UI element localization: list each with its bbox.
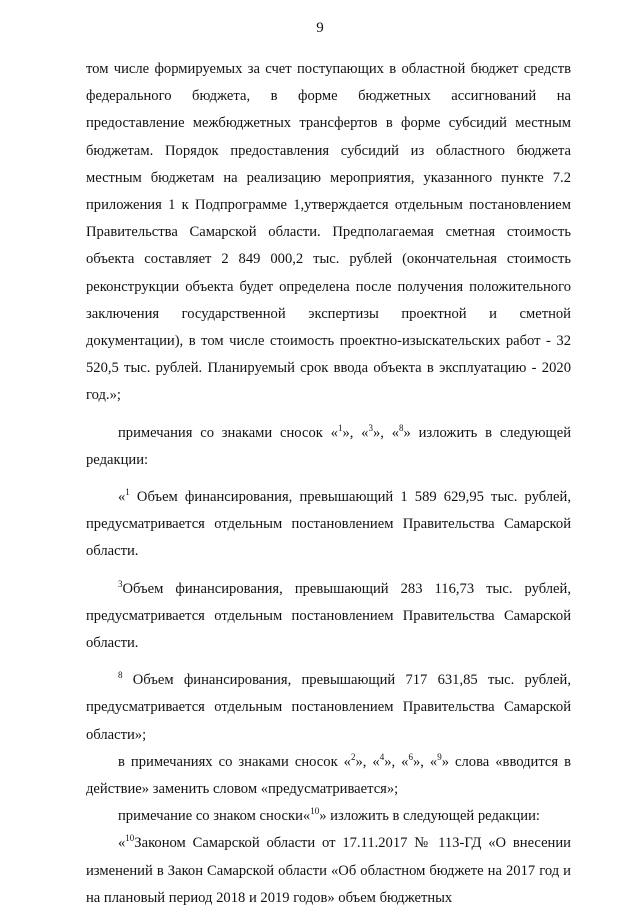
footnote-mark: 2 bbox=[350, 751, 356, 762]
footnote-mark: 9 bbox=[437, 751, 442, 762]
footnote-mark: 3 bbox=[368, 422, 373, 433]
paragraph-footnotes-2-4-6-9: в примечаниях со знаками сносок «$^2$», «$^4$», «$^6$», «$^9$» слова «вводится в действие» заменить словом «предусматривается»; bbox=[86, 751, 571, 798]
footnote-mark: 10 bbox=[125, 833, 135, 844]
footnote-8-text: $^8$ Объем финансирования, превышающий 717 631,85 тыс. рублей, предусматривается отдельным постановлением Правительства Самарской области»; bbox=[86, 670, 571, 743]
footnote-mark: 1 bbox=[125, 487, 130, 498]
footnote-mark: 8 bbox=[399, 422, 404, 433]
footnote-mark: 6 bbox=[408, 751, 413, 762]
footnote-mark: 1 bbox=[337, 422, 343, 433]
footnote-10-text: «$^{10}$Законом Самарской области от 17.11.2017 № 113-ГД «О внесении изменений в Закон Самарской области «Об областном бюджете на 2017 год и на плановый период 2018 и 2019 годов» объем бюджетных bbox=[86, 833, 571, 906]
document-body bbox=[86, 56, 571, 912]
footnote-mark: 10 bbox=[310, 806, 320, 817]
footnote-mark: 3 bbox=[118, 578, 123, 589]
paragraph-footnotes-1-3-8: примечания со знаками сносок «$^1$», «$^3$», «$^8$» изложить в следующей редакции: bbox=[86, 422, 572, 468]
paragraph-footnote-10: примечание со знаком сноски«$^{10}$» изложить в следующей редакции: bbox=[118, 806, 540, 825]
paragraph-project-cost: том числе формируемых за счет поступающих в областной бюджет средств федерального бюджета, в форме бюджетных ассигнований на предоставление межбюджетных трансфертов в форме субсидий местным бюджетам. Порядок предоставления субсидий из областного бюджета местным бюджетам на реализацию мероприятия, указанного пункте 7.2 приложения 1 к Подпрограмме 1,утверждается отдельным постановлением Правительства Самарской области. Предполагаемая сметная стоимость объекта составляет 2 849 000,2 тыс. рублей (окончательная стоимость реконструкции объекта будет определена после получения положительного заключения государственной экспертизы проектной и сметной документации), в том числе стоимость проектно-изыскательских работ - 32 520,5 тыс. рублей. Планируемый срок ввода объекта в эксплуатацию - 2020 год.»; bbox=[86, 61, 571, 404]
footnote-1-text: «$^1$ Объем финансирования, превышающий 1 589 629,95 тыс. рублей, предусматривается отдельным постановлением Правительства Самарской области. bbox=[86, 487, 571, 560]
page-number: 9 bbox=[316, 20, 324, 36]
footnote-mark: 8 bbox=[118, 670, 123, 681]
footnote-3-text: $^3$Объем финансирования, превышающий 283 116,73 тыс. рублей, предусматривается отдельным постановлением Правительства Самарской области. bbox=[86, 578, 571, 652]
footnote-mark: 4 bbox=[379, 751, 385, 762]
